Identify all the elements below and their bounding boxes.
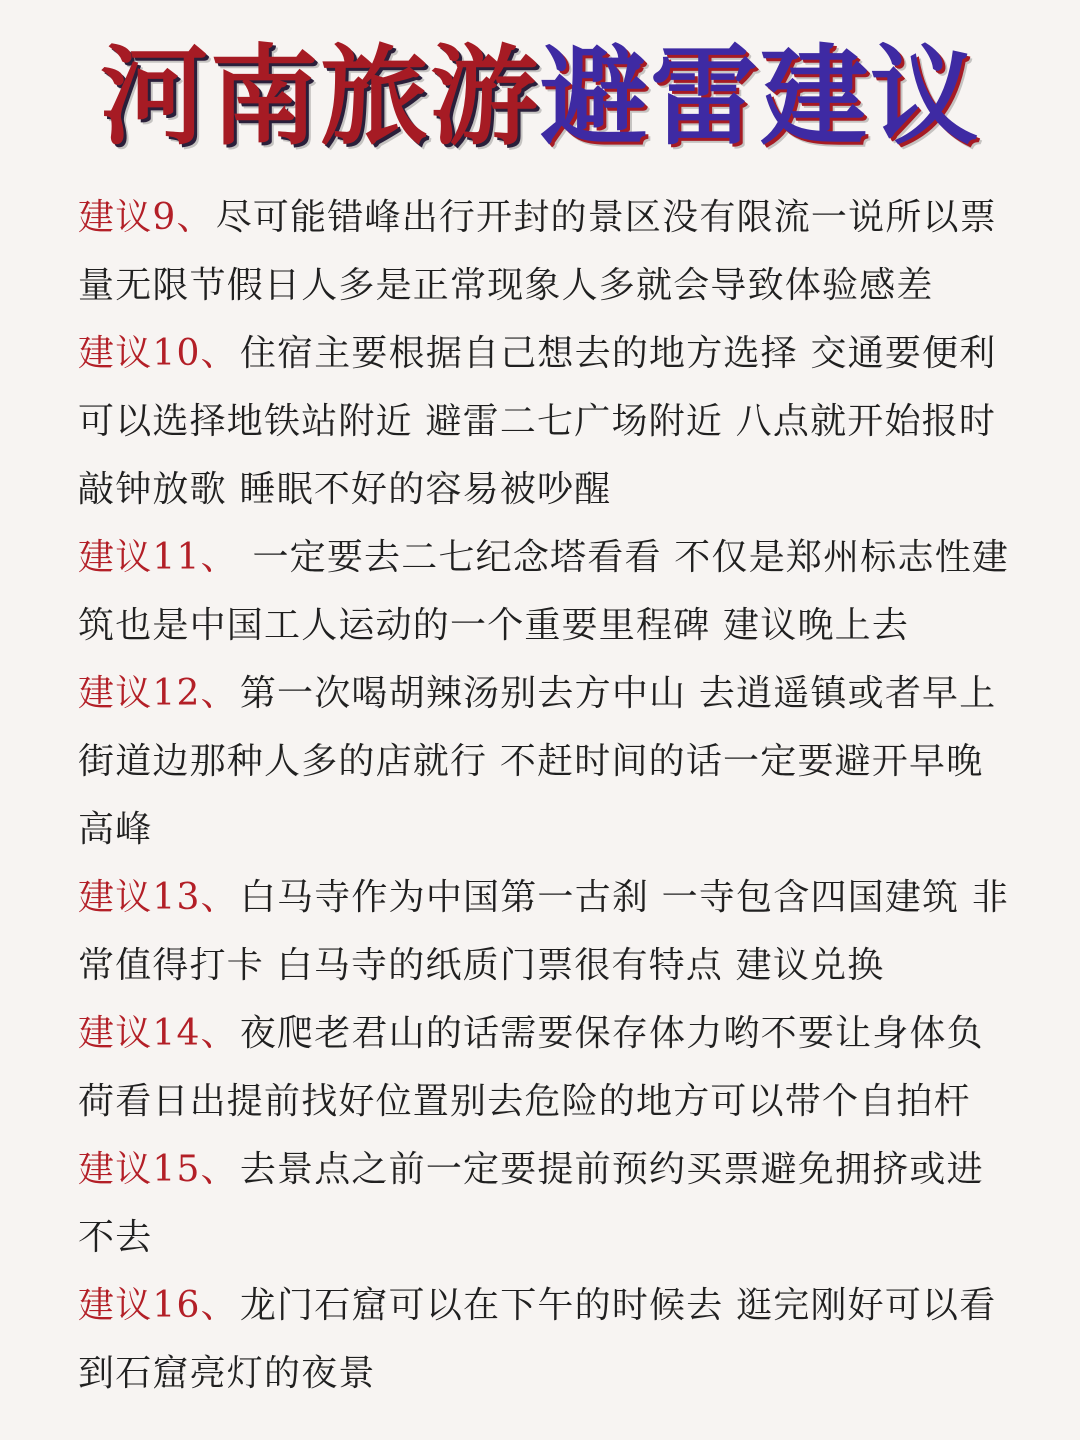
tip-text: 一定要去二七纪念塔看看 不仅是郑州标志性建筑也是中国工人运动的一个重要里程碑 建议晚上去 [78,537,1010,646]
tip-text: 尽可能错峰出行开封的景区没有限流一说所以票量无限节假日人多是正常现象人多就会导致体验感差 [78,197,997,306]
tip-text: 住宿主要根据自己想去的地方选择 交通要便利可以选择地铁站附近 避雷二七广场附近 八点就开始报时敲钟放歌 睡眠不好的容易被吵醒 [78,333,997,510]
tip-10 [78,320,1013,524]
tip-label: 建议15、 [78,1149,238,1190]
tip-text: 夜爬老君山的话需要保存体力哟不要让身体负荷看日出提前找好位置别去危险的地方可以带个自拍杆 [78,1013,984,1122]
tip-text: 龙门石窟可以在下午的时候去 逛完刚好可以看到石窟亮灯的夜景 [78,1285,997,1394]
tip-9 [78,184,1013,320]
tip-15 [78,1136,1013,1272]
tip-12 [78,660,1013,864]
tip-13 [78,864,1013,1000]
page-title [0,22,1080,172]
tip-label: 建议11、 [78,537,238,578]
tip-16 [78,1272,1013,1408]
tip-text: 白马寺作为中国第一古刹 一寺包含四国建筑 非常值得打卡 白马寺的纸质门票很有特点 建议兑换 [78,877,1010,986]
tip-label: 建议12、 [78,673,238,714]
tip-11 [78,524,1013,660]
tip-14 [78,1000,1013,1136]
tip-label: 建议16、 [78,1285,238,1326]
tips-list [78,184,1013,1408]
tip-label: 建议13、 [78,877,238,918]
tip-label: 建议14、 [78,1013,238,1054]
title-purple-part: 避雷建议 [540,34,981,160]
tip-text: 去景点之前一定要提前预约买票避免拥挤或进不去 [78,1149,984,1258]
tip-text: 第一次喝胡辣汤别去方中山 去逍遥镇或者早上街道边那种人多的店就行 不赶时间的话一定要避开早晚高峰 [78,673,997,850]
tip-label: 建议9、 [78,197,214,238]
tip-label: 建议10、 [78,333,238,374]
title-red-part: 河南旅游 [99,34,540,160]
